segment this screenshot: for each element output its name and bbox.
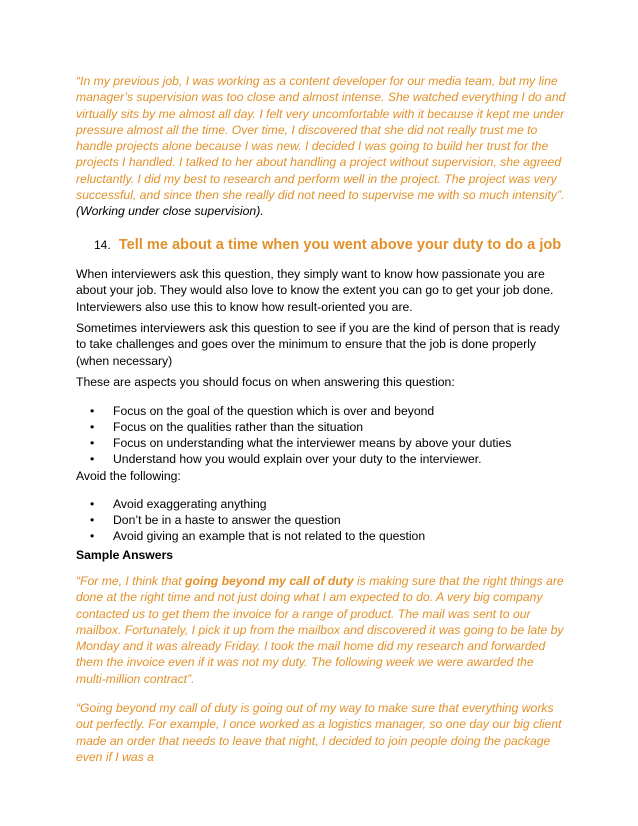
quote-suffix-post: ). xyxy=(256,204,264,219)
quote-suffix-pre: ( xyxy=(76,204,81,219)
bullet-icon: • xyxy=(90,404,95,418)
list-item-text: Focus on the qualities rather than the situation xyxy=(113,420,363,434)
answer-1-pre: “For me, I think that xyxy=(76,574,186,588)
list-item xyxy=(76,435,556,451)
bullet-icon: • xyxy=(90,529,95,543)
bullet-icon: • xyxy=(90,497,95,511)
quote-suffix-title: Working under close supervision xyxy=(80,204,257,219)
list-item-text: Focus on the goal of the question which is over and beyond xyxy=(113,404,435,418)
paragraph-intro: When interviewers ask this question, they simply want to know how passionate you are about your job. They would also love to know the extent you can go to get your job done. Interviewers also use this to know how result-oriented you are. xyxy=(76,267,554,314)
avoid-list xyxy=(76,496,556,544)
paragraph-avoid: Avoid the following: xyxy=(76,469,181,483)
answer-1-bold: going beyond my call of duty xyxy=(185,574,354,588)
sample-answer-2: “Going beyond my call of duty is going out of my way to make sure that everything works out perfectly. For example, I once worked as a logistics manager, so one day our big client made an order that needs to leave that night, I decided to join people doing the package even if I was a xyxy=(76,701,562,764)
bullet-icon: • xyxy=(90,513,95,527)
list-item-text: Don’t be in a haste to answer the question xyxy=(113,513,341,527)
focus-list xyxy=(76,403,556,467)
list-item xyxy=(76,451,556,467)
section-number: 14. xyxy=(94,238,111,252)
list-item xyxy=(76,528,556,544)
list-item xyxy=(76,419,556,435)
bullet-icon: • xyxy=(90,436,95,450)
answer-1-post: is making sure that the right things are done at the right time and not just doing what I am expected to do. A very big company contacted us to get them the invoice for a range of product. The mail was sent to our mailbox. Fortunately, I pick it up from the mailbox and discovered it was going to be late by Monday and it was already Friday. I took the mail home did my research and forwarded them the invoice even if it was not my duty. The following week we were awarded the multi-million contract”. xyxy=(76,574,564,686)
list-item-text: Focus on understanding what the interviewer means by above your duties xyxy=(113,436,512,450)
bullet-icon: • xyxy=(90,420,95,434)
list-item xyxy=(76,403,556,419)
bullet-icon: • xyxy=(90,452,95,466)
section-heading xyxy=(94,236,561,254)
list-item-text: Understand how you would explain over your duty to the interviewer. xyxy=(113,452,482,466)
paragraph-challenges: Sometimes interviewers ask this question to see if you are the kind of person that is ready to take challenges and goes over the minimum to ensure that the job is done properly (when necessary) xyxy=(76,321,560,368)
list-item-text: Avoid exaggerating anything xyxy=(113,497,267,511)
list-item-text: Avoid giving an example that is not related to the question xyxy=(113,529,426,543)
section-title: Tell me about a time when you went above your duty to do a job xyxy=(118,237,562,253)
list-item xyxy=(76,512,556,528)
quote-text: “In my previous job, I was working as a content developer for our media team, but my line manager’s supervision was too close and almost intense. She watched everything I do and virtually sits by me almost all day. I felt very uncomfortable with it because it kept me under pressure almost all the time. Over time, I discovered that she did not really trust me to handle projects alone because I was new. I decided I was going to build her trust for the projects I handled. I talked to her about handling a project without supervision, she agreed reluctantly. I did my best to research and perform well in the project. The project was very successful, and since then she really did not need to supervise me with so much intensity”. xyxy=(76,74,566,203)
sample-answer-1 xyxy=(76,573,566,687)
paragraph-aspects: These are aspects you should focus on when answering this question: xyxy=(76,375,455,389)
list-item xyxy=(76,496,556,512)
previous-answer-quote xyxy=(76,73,566,220)
sample-answers-heading: Sample Answers xyxy=(76,548,174,562)
